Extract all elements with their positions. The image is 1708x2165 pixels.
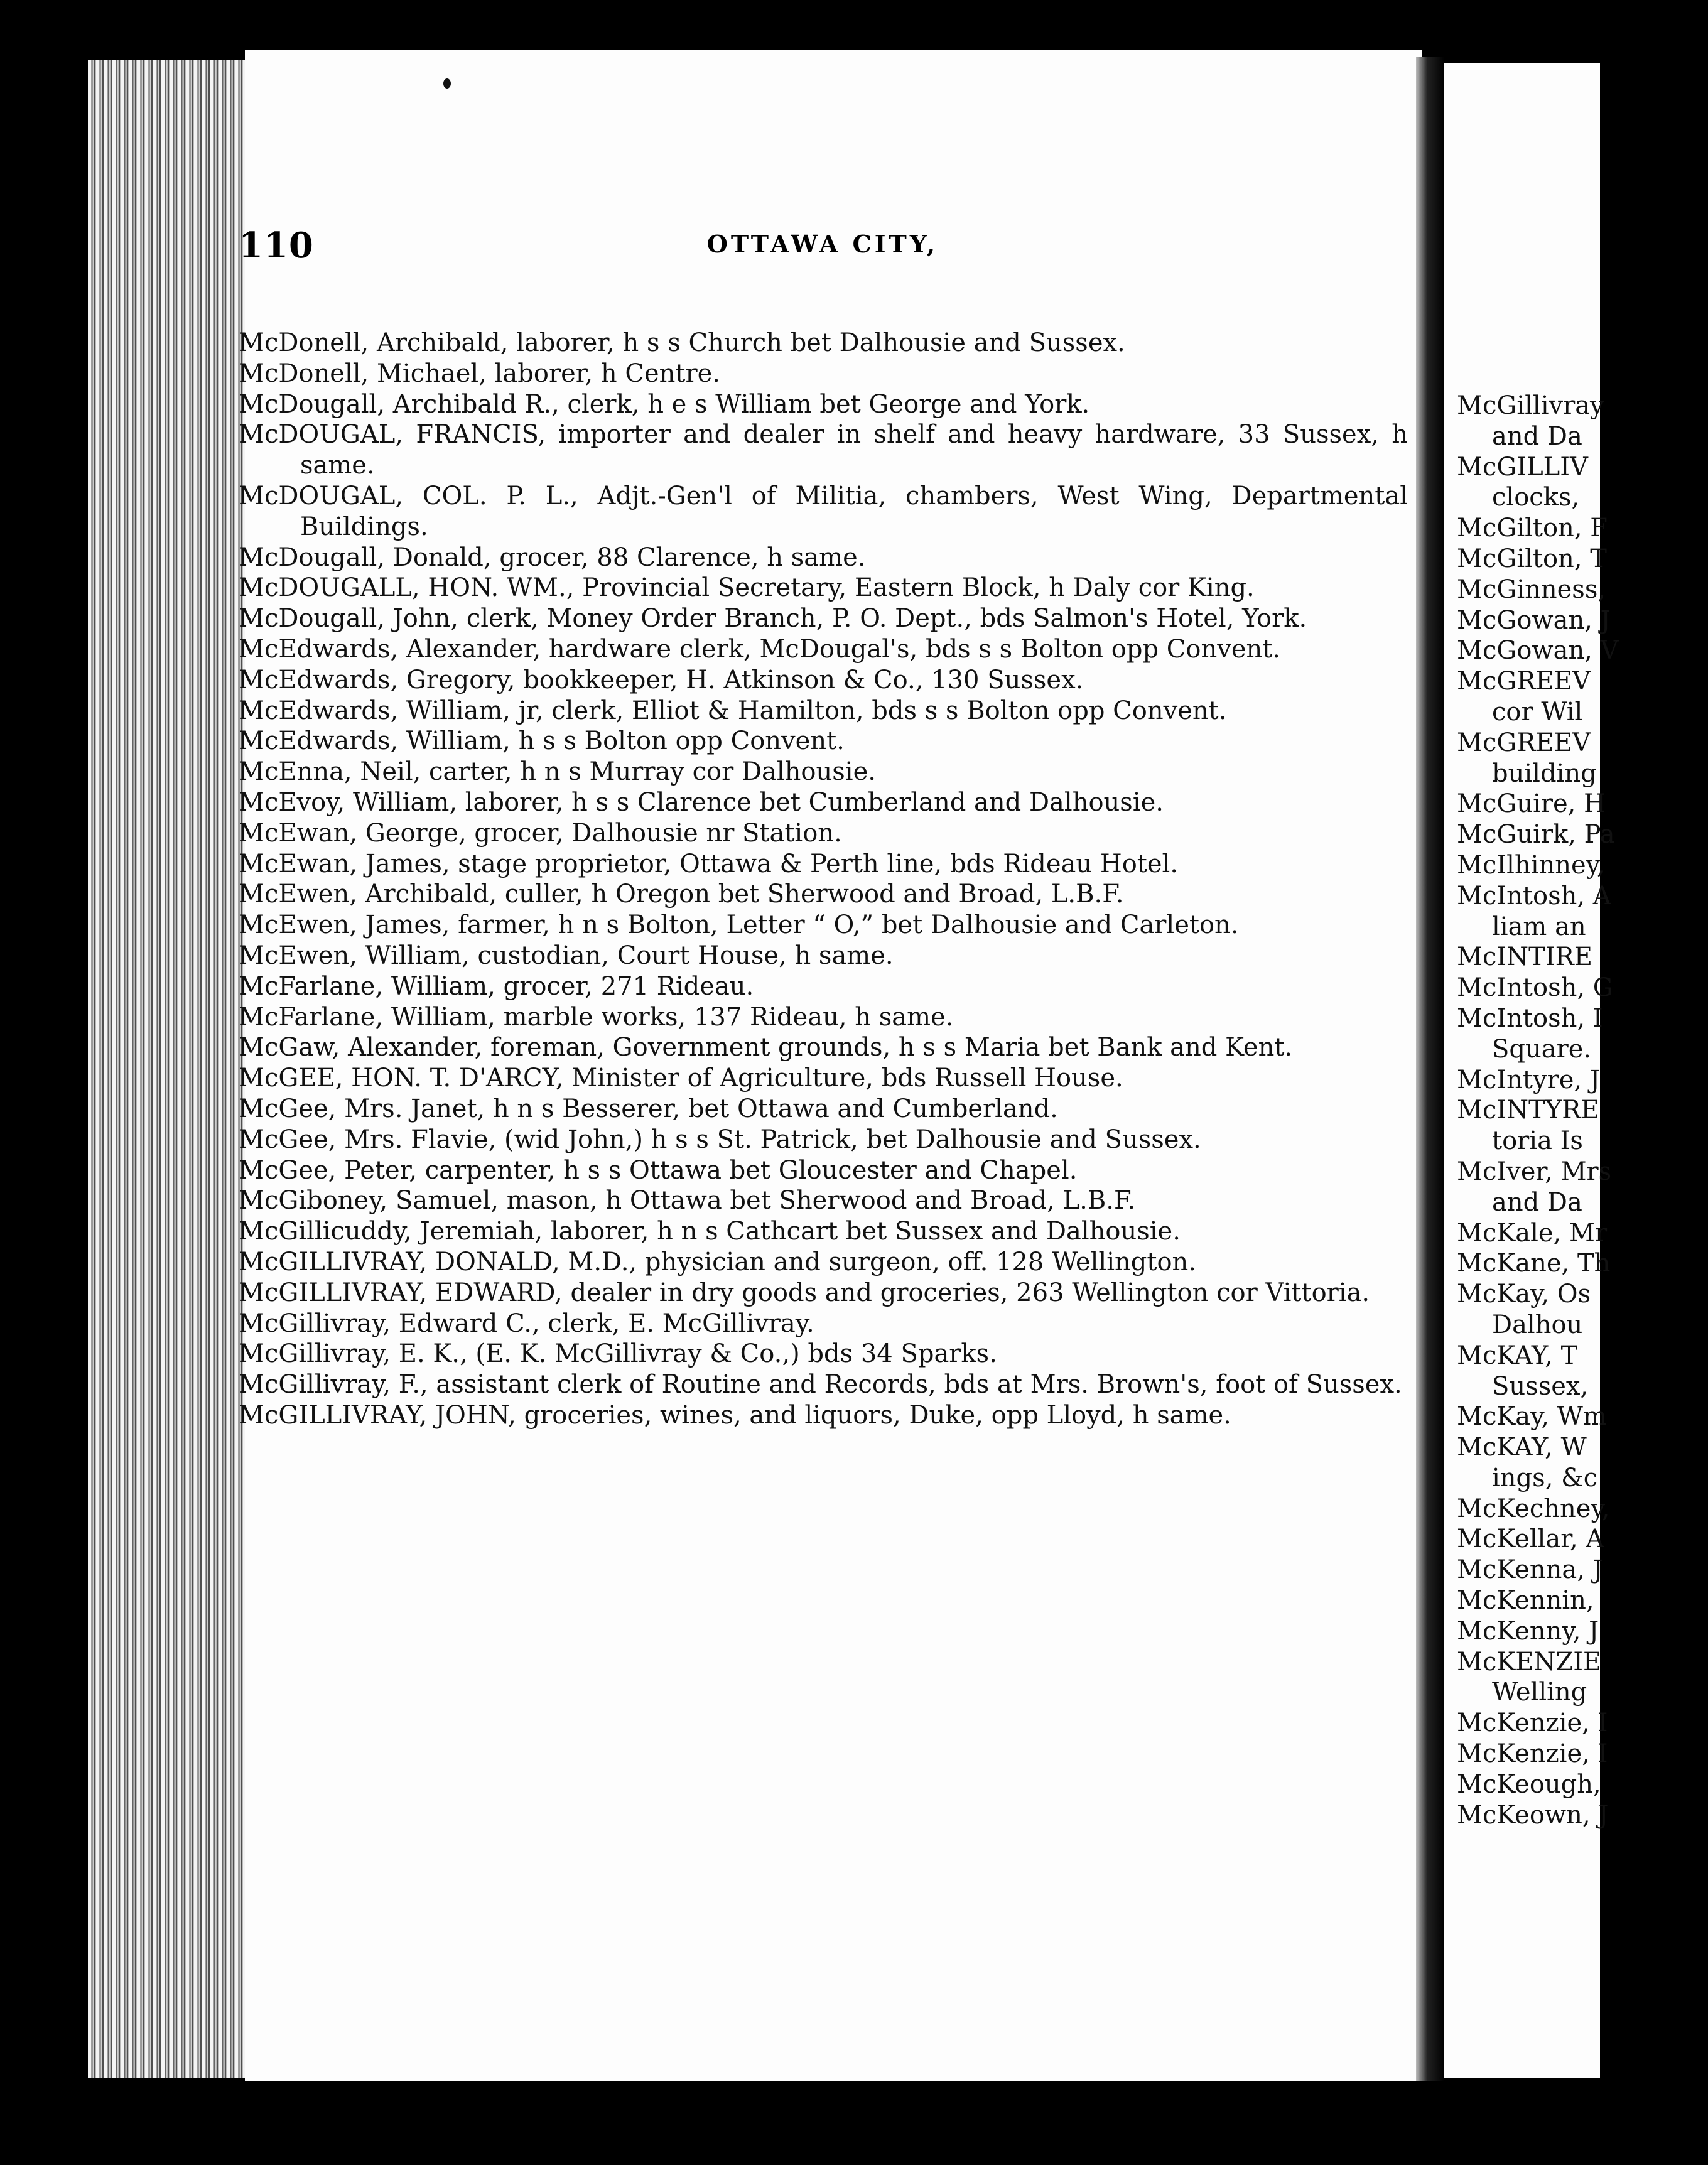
right-column-line: McKellar, A [1457,1525,1604,1554]
right-column-line: cor Wil [1492,697,1583,726]
page-header [239,225,1407,269]
directory-entry: McFarlane, William, marble works, 137 Rideau, h same. [239,1002,954,1032]
right-column-line: McGowan, J [1457,605,1611,635]
directory-entry: McEdwards, William, jr, clerk, Elliot & Hamilton, bds s s Bolton opp Convent. [239,696,1227,725]
ink-dot [443,78,451,89]
right-page-entries [1457,391,1708,1830]
page-edge-stack [88,60,251,2078]
right-column-line: McKeown, J [1457,1800,1609,1830]
right-column-line: McGuire, H [1457,789,1606,819]
directory-entry: McGee, Mrs. Flavie, (wid John,) h s s St. Patrick, bet Dalhousie and Sussex. [239,1125,1201,1154]
right-column-line: McIntosh, A [1457,881,1611,910]
directory-entry: McEwan, James, stage proprietor, Ottawa & Perth line, bds Rideau Hotel. [239,849,1179,878]
right-column-line: McIlhinney, [1457,850,1605,880]
directory-entry: McEvoy, William, laborer, h s s Clarence bet Cumberland and Dalhousie. [239,787,1164,817]
right-column-line: McKAY, T [1457,1341,1578,1370]
directory-entry: McEwan, George, grocer, Dalhousie nr Station. [239,818,842,848]
right-column-line: toria Is [1492,1126,1583,1156]
right-column-line: ings, &c [1492,1463,1598,1493]
right-column-line: McGinness, [1457,575,1606,604]
right-column-line: McKane, Th [1457,1249,1611,1278]
directory-entry: McGillivray, Edward C., clerk, E. McGillivray. [239,1309,814,1338]
right-column-line: McKenzie, I [1457,1739,1608,1769]
right-column-line: McGREEV [1457,667,1591,696]
right-column-line: McIntosh, G [1457,973,1613,1003]
right-column-line: McKAY, W [1457,1433,1587,1462]
right-column-line: McGILLIV [1457,452,1588,482]
directory-entry: McEwen, Archibald, culler, h Oregon bet Sherwood and Broad, L.B.F. [239,880,1124,909]
directory-entry: McGee, Peter, carpenter, h s s Ottawa bet Gloucester and Chapel. [239,1155,1078,1185]
directory-entry: McEwen, James, farmer, h n s Bolton, Letter “ O,” bet Dalhousie and Carleton. [239,910,1239,940]
directory-entry: McDougall, Donald, grocer, 88 Clarence, h same. [239,543,866,572]
right-column-line: Welling [1492,1678,1587,1707]
right-column-line: McIntosh, I [1457,1003,1603,1033]
right-column-line: McKale, Mr [1457,1218,1608,1248]
right-column-line: McGREEV [1457,728,1591,757]
directory-entry: McDonell, Archibald, laborer, h s s Church bet Dalhousie and Sussex. [239,328,1125,357]
right-column-line: McGillivray [1457,391,1604,420]
right-column-line: Sussex, [1492,1371,1589,1401]
right-column-line: and Da [1492,1187,1582,1217]
directory-entry: McGee, Mrs. Janet, h n s Besserer, bet Ottawa and Cumberland. [239,1094,1058,1123]
directory-entry: McGillicuddy, Jeremiah, laborer, h n s Cathcart bet Sussex and Dalhousie. [239,1217,1181,1246]
right-column-line: building [1492,759,1597,788]
right-column-line: and Da [1492,421,1582,451]
right-column-line: McINTYRE [1457,1096,1599,1125]
directory-entry: McEwen, William, custodian, Court House, h same. [239,941,894,970]
directory-entry: McDOUGAL, COL. P. L., Adjt.-Gen'l of Militia, chambers, West Wing, Departmental Buildings. [239,481,1408,541]
directory-entry: McFarlane, William, grocer, 271 Rideau. [239,971,754,1001]
directory-entry: McGEE, HON. T. D'ARCY, Minister of Agriculture, bds Russell House. [239,1064,1123,1093]
right-column-line: clocks, [1492,483,1580,512]
directory-entry: McEdwards, Alexander, hardware clerk, McDougal's, bds s s Bolton opp Convent. [239,634,1281,664]
right-column-line: McGilton, T [1457,544,1607,573]
book-gutter [1416,57,1444,2081]
right-column-line: McKeough, [1457,1769,1601,1799]
directory-entry: McGILLIVRAY, JOHN, groceries, wines, and liquors, Duke, opp Lloyd, h same. [239,1400,1231,1430]
right-column-line: McKenna, J [1457,1555,1603,1585]
right-page [1444,63,1619,2078]
directory-entry: McGillivray, E. K., (E. K. McGillivray & Co.,) bds 34 Sparks. [239,1339,997,1369]
directory-entry: McGiboney, Samuel, mason, h Ottawa bet Sherwood and Broad, L.B.F. [239,1186,1136,1216]
directory-entry: McEdwards, Gregory, bookkeeper, H. Atkinson & Co., 130 Sussex. [239,665,1084,694]
directory-entry: McDougall, Archibald R., clerk, h e s William bet George and York. [239,389,1090,419]
directory-entry: McGillivray, F., assistant clerk of Routine and Records, bds at Mrs. Brown's, foot of Sussex. [239,1370,1402,1400]
directory-entry: McDougall, John, clerk, Money Order Branch, P. O. Dept., bds Salmon's Hotel, York. [239,604,1307,634]
directory-entries [239,328,1408,1431]
right-column-line: McINTIRE [1457,942,1592,972]
right-column-line: Dalhou [1492,1310,1583,1339]
directory-entry: McGaw, Alexander, foreman, Government grounds, h s s Maria bet Bank and Kent. [239,1033,1293,1062]
directory-entry: McDOUGAL, FRANCIS, importer and dealer in shelf and heavy hardware, 33 Sussex, h same. [239,420,1408,480]
directory-entry: McGILLIVRAY, DONALD, M.D., physician and surgeon, off. 128 Wellington. [239,1247,1196,1277]
right-column-line: McKenny, J [1457,1616,1599,1646]
right-column-line: Square. [1492,1034,1592,1064]
right-column-line: McKay, Wm [1457,1402,1607,1432]
right-column-line: McIver, Mrs [1457,1157,1612,1186]
right-column-line: McKennin, [1457,1586,1594,1616]
right-column-line: McKenzie, I [1457,1709,1608,1738]
running-head: OTTAWA CITY, [706,230,939,258]
page-number: 110 [239,225,314,266]
right-column-line: McKENZIE [1457,1647,1602,1676]
right-column-line: McGowan, V [1457,636,1619,666]
directory-entry: McGILLIVRAY, EDWARD, dealer in dry goods and groceries, 263 Wellington cor Vittoria. [239,1278,1370,1307]
right-column-line: liam an [1492,912,1586,941]
right-column-line: McGuirk, Pa [1457,820,1615,850]
right-column-line: McGilton, F [1457,514,1608,543]
directory-entry: McEdwards, William, h s s Bolton opp Convent. [239,726,845,756]
right-column-line: McIntyre, J [1457,1065,1600,1094]
directory-entry: McDOUGALL, HON. WM., Provincial Secretary, Eastern Block, h Daly cor King. [239,573,1255,603]
directory-entry: McEnna, Neil, carter, h n s Murray cor Dalhousie. [239,757,876,787]
directory-entry: McDonell, Michael, laborer, h Centre. [239,359,720,388]
right-column-line: McKay, Os [1457,1280,1591,1309]
right-column-line: McKechney, [1457,1494,1610,1523]
